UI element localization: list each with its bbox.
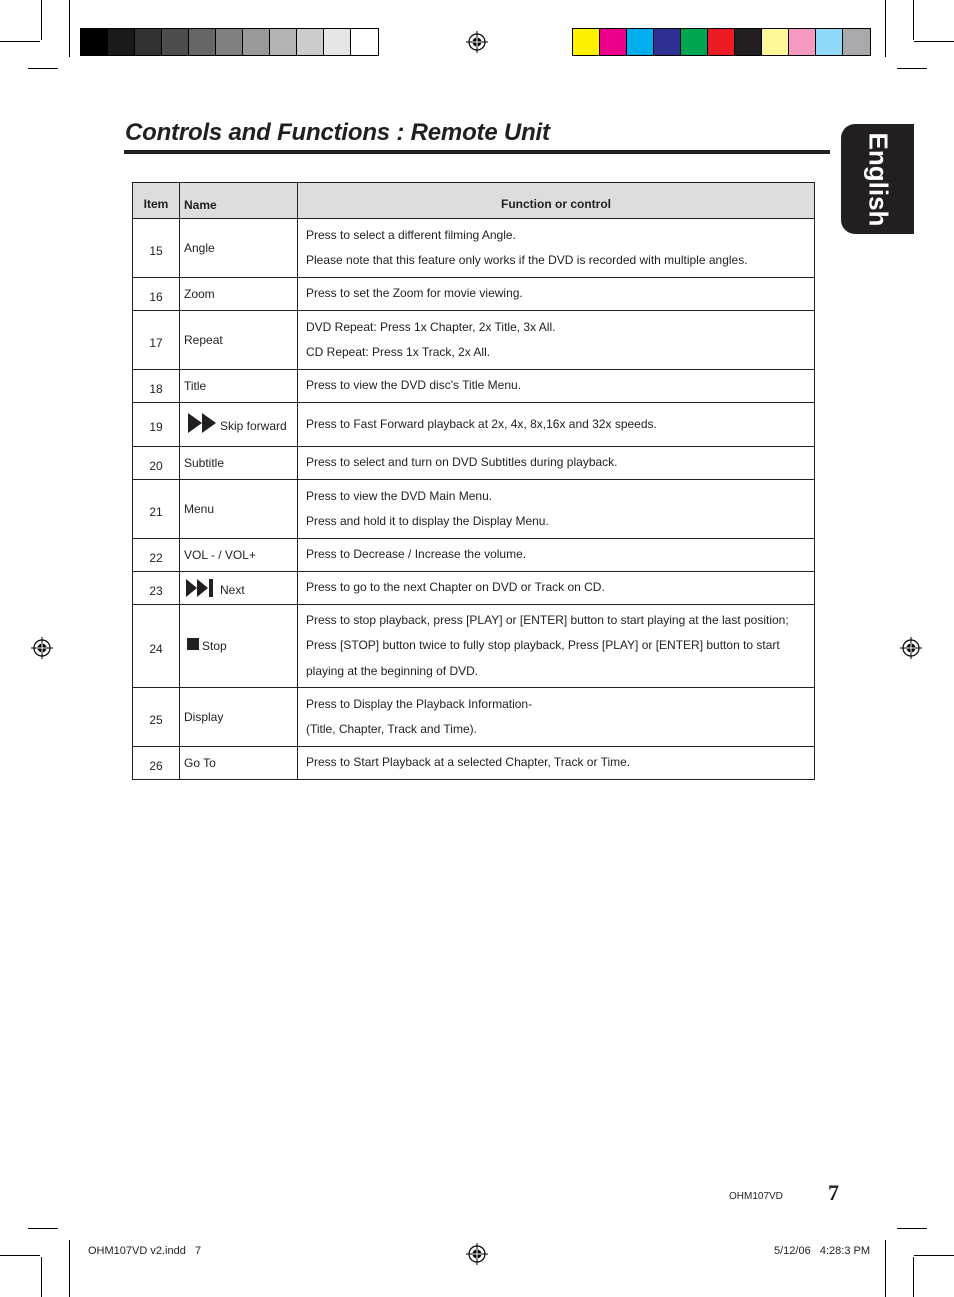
crop-mark (41, 0, 42, 40)
function-cell (298, 688, 815, 747)
function-line: Press to Start Playback at a selected Chapter, Track or Time. (306, 755, 631, 770)
file-slug: OHM107VD v2.indd 7 (88, 1245, 202, 1257)
table-row (133, 572, 815, 605)
table-row (133, 747, 815, 780)
crop-mark (913, 1257, 914, 1297)
control-name-cell (180, 403, 298, 447)
crop-mark (28, 1228, 58, 1229)
function-cell (298, 539, 815, 572)
color-swatch (108, 29, 135, 55)
skip-next-icon (186, 579, 216, 597)
registration-mark-icon (466, 1243, 488, 1265)
date-slug: 5/12/06 4:28:3 PM (774, 1245, 871, 1257)
color-swatch (351, 29, 378, 55)
item-number: 24 (133, 605, 180, 688)
function-cell (298, 403, 815, 447)
table-row (133, 278, 815, 311)
table-row (133, 370, 815, 403)
registration-mark-icon (466, 31, 488, 53)
item-number: 25 (133, 688, 180, 747)
control-name: Menu (180, 480, 298, 539)
control-name: Subtitle (180, 447, 298, 480)
crop-mark (914, 41, 954, 42)
table-row (133, 480, 815, 539)
table-row (133, 403, 815, 447)
registration-mark-icon (900, 637, 922, 659)
color-swatch (762, 29, 789, 55)
table-row (133, 447, 815, 480)
function-line: Press to go to the next Chapter on DVD or Track on CD. (306, 580, 605, 595)
crop-mark (28, 68, 58, 69)
control-name: VOL - / VOL+ (180, 539, 298, 572)
function-cell (298, 311, 815, 370)
color-swatch (627, 29, 654, 55)
function-cell (298, 605, 815, 688)
item-number: 22 (133, 539, 180, 572)
color-swatch (681, 29, 708, 55)
item-number: 16 (133, 278, 180, 311)
item-number: 23 (133, 572, 180, 605)
function-cell (298, 447, 815, 480)
function-line: Press to Decrease / Increase the volume. (306, 547, 527, 562)
control-name: Zoom (180, 278, 298, 311)
crop-mark (897, 1228, 927, 1229)
function-line: playing at the beginning of DVD. (306, 663, 479, 678)
crop-mark (69, 1240, 70, 1297)
color-swatch (600, 29, 627, 55)
color-swatch (324, 29, 351, 55)
control-name: Skip forward (220, 418, 287, 433)
table-header-row (133, 183, 815, 219)
color-swatch (81, 29, 108, 55)
color-swatch (189, 29, 216, 55)
crop-mark (0, 1255, 40, 1256)
function-line: DVD Repeat: Press 1x Chapter, 2x Title, 3x All. (306, 319, 556, 334)
color-swatch (573, 29, 600, 55)
function-line: Please note that this feature only works if the DVD is recorded with multiple angles. (306, 253, 748, 267)
item-number: 20 (133, 447, 180, 480)
color-swatch (843, 29, 870, 55)
registration-mark-icon (31, 637, 53, 659)
color-swatch (708, 29, 735, 55)
column-header-function: Function or control (298, 183, 815, 219)
control-name: Title (180, 370, 298, 403)
function-line: Press to select and turn on DVD Subtitles during playback. (306, 455, 618, 470)
item-number: 18 (133, 370, 180, 403)
item-number: 19 (133, 403, 180, 447)
table-row (133, 605, 815, 688)
color-swatch (270, 29, 297, 55)
color-swatch (654, 29, 681, 55)
color-swatch (735, 29, 762, 55)
table-row (133, 688, 815, 747)
item-number: 21 (133, 480, 180, 539)
function-line: Press to stop playback, press [PLAY] or [ENTER] button to start playing at the last position; (306, 612, 789, 627)
function-line: Press to set the Zoom for movie viewing. (306, 286, 523, 301)
item-number: 15 (133, 219, 180, 278)
title-underline (124, 150, 830, 154)
function-line: Press to Fast Forward playback at 2x, 4x, 8x,16x and 32x speeds. (306, 416, 657, 431)
page-number: 7 (828, 1180, 839, 1205)
grayscale-color-bar (80, 28, 379, 56)
color-swatch (816, 29, 843, 55)
color-swatch (162, 29, 189, 55)
crop-mark (885, 0, 886, 57)
process-color-bar (572, 28, 871, 56)
crop-mark (885, 1240, 886, 1297)
control-name-cell (180, 605, 298, 688)
color-swatch (216, 29, 243, 55)
function-cell (298, 370, 815, 403)
control-name: Display (180, 688, 298, 747)
column-header-item: Item (133, 183, 180, 219)
crop-mark (913, 0, 914, 40)
function-cell (298, 278, 815, 311)
fast-forward-icon (188, 413, 218, 433)
crop-mark (897, 68, 927, 69)
control-name: Repeat (180, 311, 298, 370)
table-row (133, 311, 815, 370)
control-name: Go To (180, 747, 298, 780)
function-line: Press to view the DVD disc's Title Menu. (306, 378, 522, 393)
function-line: CD Repeat: Press 1x Track, 2x All. (306, 345, 491, 359)
crop-mark (914, 1255, 954, 1256)
language-tab (841, 124, 914, 234)
function-line: Press [STOP] button twice to fully stop playback, Press [PLAY] or [ENTER] button to start (306, 638, 780, 653)
function-cell (298, 480, 815, 539)
color-swatch (135, 29, 162, 55)
color-swatch (297, 29, 324, 55)
language-tab-label: English (863, 132, 893, 226)
stop-icon (186, 638, 200, 652)
table-row (133, 219, 815, 278)
function-cell (298, 219, 815, 278)
control-name: Next (220, 583, 245, 597)
function-line: Press to select a different filming Angle. (306, 227, 516, 242)
model-code: OHM107VD (729, 1191, 783, 1202)
page-title: Controls and Functions : Remote Unit (125, 119, 550, 146)
crop-mark (41, 1257, 42, 1297)
function-line: (Title, Chapter, Track and Time). (306, 722, 477, 736)
function-line: Press to Display the Playback Information- (306, 696, 533, 711)
color-swatch (243, 29, 270, 55)
function-cell (298, 572, 815, 605)
item-number: 17 (133, 311, 180, 370)
table-row (133, 539, 815, 572)
item-number: 26 (133, 747, 180, 780)
color-swatch (789, 29, 816, 55)
function-cell (298, 747, 815, 780)
controls-table (132, 182, 815, 780)
control-name: Angle (180, 219, 298, 278)
function-line: Press to view the DVD Main Menu. (306, 488, 493, 503)
control-name: Stop (202, 639, 227, 653)
crop-mark (0, 41, 40, 42)
function-line: Press and hold it to display the Display Menu. (306, 514, 549, 528)
crop-mark (69, 0, 70, 57)
column-header-name: Name (180, 183, 298, 219)
control-name-cell (180, 572, 298, 605)
